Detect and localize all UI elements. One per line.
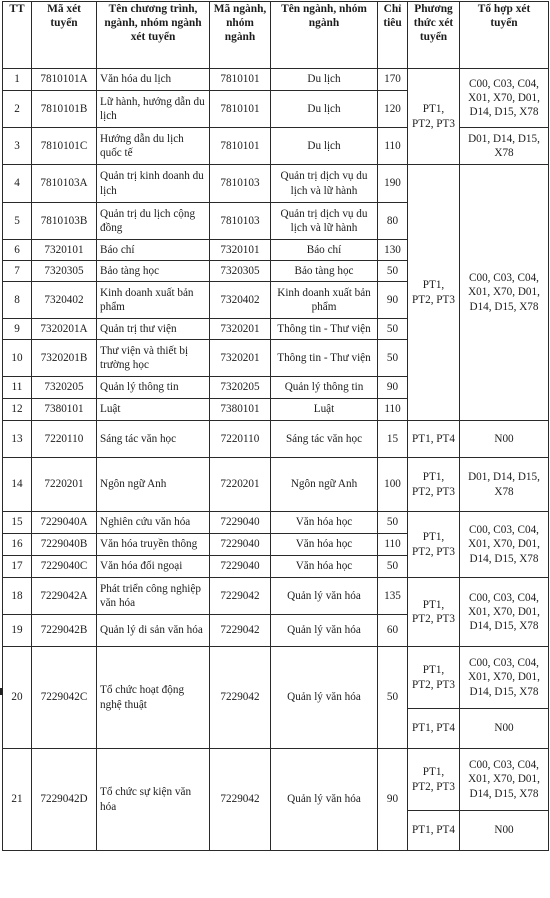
row-ma: 7220110	[32, 421, 97, 458]
row-ma-nganh: 7810101	[210, 69, 271, 91]
row-ma-nganh: 7810101	[210, 91, 271, 128]
row-ma: 7320205	[32, 377, 97, 399]
table-row	[3, 647, 549, 709]
row-nganh: Quản lý văn hóa	[271, 578, 378, 615]
row-tt: 13	[3, 421, 32, 458]
row-chi-tieu: 80	[378, 203, 408, 240]
row-chi-tieu: 110	[378, 128, 408, 165]
row-chi-tieu: 50	[378, 647, 408, 749]
table-row	[3, 512, 549, 534]
row-tt: 17	[3, 556, 32, 578]
row-tt: 18	[3, 578, 32, 615]
method-cell: PT1, PT2, PT3	[408, 578, 460, 647]
row-ma: 7220201	[32, 458, 97, 512]
row-tt: 21	[3, 749, 32, 851]
row-chi-tieu: 90	[378, 749, 408, 851]
row-tt: 6	[3, 240, 32, 261]
scan-edge-mark	[0, 688, 3, 695]
row-nganh: Thông tin - Thư viện	[271, 319, 378, 340]
row-nganh: Thông tin - Thư viện	[271, 340, 378, 377]
row-tt: 2	[3, 91, 32, 128]
row-ten: Báo chí	[97, 240, 210, 261]
row-ten: Quản lý di sản văn hóa	[97, 615, 210, 647]
row-tt: 12	[3, 399, 32, 421]
row-nganh: Quản trị dịch vụ du lịch và lữ hành	[271, 165, 378, 203]
row-ma: 7229040C	[32, 556, 97, 578]
row-ma: 7229042B	[32, 615, 97, 647]
row-ma: 7229042D	[32, 749, 97, 851]
admissions-table	[2, 1, 549, 851]
row-tt: 11	[3, 377, 32, 399]
method-cell: PT1, PT4	[408, 709, 460, 749]
row-chi-tieu: 60	[378, 615, 408, 647]
method-cell: PT1, PT4	[408, 811, 460, 851]
row-ten: Bảo tàng học	[97, 261, 210, 282]
row-tt: 10	[3, 340, 32, 377]
row-chi-tieu: 50	[378, 512, 408, 534]
row-chi-tieu: 130	[378, 240, 408, 261]
table-row	[3, 421, 549, 458]
row-ma: 7810101A	[32, 69, 97, 91]
row-ma-nganh: 7810103	[210, 203, 271, 240]
row-ma-nganh: 7810101	[210, 128, 271, 165]
row-nganh: Du lịch	[271, 128, 378, 165]
row-ten: Văn hóa truyền thông	[97, 534, 210, 556]
row-ten: Kinh doanh xuất bản phẩm	[97, 282, 210, 319]
row-ma-nganh: 7229040	[210, 512, 271, 534]
table-row	[3, 458, 549, 512]
row-ma-nganh: 7229042	[210, 615, 271, 647]
row-tt: 15	[3, 512, 32, 534]
row-ma-nganh: 7229040	[210, 534, 271, 556]
row-ten: Lữ hành, hướng dẫn du lịch	[97, 91, 210, 128]
method-cell: PT1, PT2, PT3	[408, 647, 460, 709]
row-ten: Văn hóa đối ngoại	[97, 556, 210, 578]
combo-cell: C00, C03, C04, X01, X70, D01, D14, D15, X78	[460, 749, 549, 811]
row-ma-nganh: 7810103	[210, 165, 271, 203]
row-chi-tieu: 15	[378, 421, 408, 458]
row-nganh: Quản lý văn hóa	[271, 615, 378, 647]
row-tt: 14	[3, 458, 32, 512]
table-row	[3, 69, 549, 91]
row-chi-tieu: 100	[378, 458, 408, 512]
row-nganh: Bảo tàng học	[271, 261, 378, 282]
method-cell: PT1, PT2, PT3	[408, 749, 460, 811]
method-cell: PT1, PT2, PT3	[408, 458, 460, 512]
row-nganh: Du lịch	[271, 69, 378, 91]
row-ma-nganh: 7320201	[210, 319, 271, 340]
row-nganh: Quản lý văn hóa	[271, 749, 378, 851]
row-chi-tieu: 50	[378, 340, 408, 377]
row-nganh: Văn hóa học	[271, 534, 378, 556]
row-ma-nganh: 7380101	[210, 399, 271, 421]
method-cell: PT1, PT2, PT3	[408, 69, 460, 165]
combo-cell: C00, C03, C04, X01, X70, D01, D14, D15, X78	[460, 647, 549, 709]
row-ma-nganh: 7320305	[210, 261, 271, 282]
row-nganh: Văn hóa học	[271, 556, 378, 578]
row-chi-tieu: 110	[378, 399, 408, 421]
row-tt: 4	[3, 165, 32, 203]
row-chi-tieu: 50	[378, 261, 408, 282]
row-chi-tieu: 50	[378, 556, 408, 578]
row-chi-tieu: 50	[378, 319, 408, 340]
combo-cell: C00, C03, C04, X01, X70, D01, D14, D15, X78	[460, 69, 549, 128]
combo-cell: N00	[460, 421, 549, 458]
row-ma-nganh: 7220110	[210, 421, 271, 458]
header-ten-chuong-trinh: Tên chương trình, ngành, nhóm ngành xét tuyển	[97, 2, 210, 69]
row-ma: 7320201B	[32, 340, 97, 377]
combo-cell: D01, D14, D15, X78	[460, 458, 549, 512]
method-cell: PT1, PT2, PT3	[408, 512, 460, 578]
row-ma: 7810101B	[32, 91, 97, 128]
row-nganh: Luật	[271, 399, 378, 421]
row-ten: Quản lý thông tin	[97, 377, 210, 399]
row-ma-nganh: 7320101	[210, 240, 271, 261]
row-ma: 7380101	[32, 399, 97, 421]
row-tt: 20	[3, 647, 32, 749]
row-ten: Thư viện và thiết bị trường học	[97, 340, 210, 377]
row-ma: 7320305	[32, 261, 97, 282]
row-nganh: Ngôn ngữ Anh	[271, 458, 378, 512]
row-chi-tieu: 110	[378, 534, 408, 556]
row-ma-nganh: 7229042	[210, 647, 271, 749]
row-ma-nganh: 7229042	[210, 749, 271, 851]
row-tt: 1	[3, 69, 32, 91]
row-ten: Tổ chức sự kiện văn hóa	[97, 749, 210, 851]
combo-cell: C00, C03, C04, X01, X70, D01, D14, D15, X78	[460, 165, 549, 421]
row-ten: Sáng tác văn học	[97, 421, 210, 458]
row-ten: Phát triển công nghiệp văn hóa	[97, 578, 210, 615]
row-ten: Quản trị kinh doanh du lịch	[97, 165, 210, 203]
combo-cell: N00	[460, 709, 549, 749]
row-ma-nganh: 7220201	[210, 458, 271, 512]
row-ten: Ngôn ngữ Anh	[97, 458, 210, 512]
row-ma: 7229042C	[32, 647, 97, 749]
combo-cell: N00	[460, 811, 549, 851]
row-chi-tieu: 135	[378, 578, 408, 615]
row-nganh: Quản lý thông tin	[271, 377, 378, 399]
row-ten: Quản trị thư viện	[97, 319, 210, 340]
row-ma-nganh: 7229040	[210, 556, 271, 578]
row-ten: Quản trị du lịch cộng đồng	[97, 203, 210, 240]
row-ma: 7229042A	[32, 578, 97, 615]
row-ma: 7320402	[32, 282, 97, 319]
row-chi-tieu: 190	[378, 165, 408, 203]
method-cell: PT1, PT4	[408, 421, 460, 458]
row-nganh: Kinh doanh xuất bản phẩm	[271, 282, 378, 319]
header-to-hop: Tổ hợp xét tuyển	[460, 2, 549, 69]
row-nganh: Quản lý văn hóa	[271, 647, 378, 749]
row-nganh: Du lịch	[271, 91, 378, 128]
row-nganh: Sáng tác văn học	[271, 421, 378, 458]
combo-cell: C00, C03, C04, X01, X70, D01, D14, D15, X78	[460, 578, 549, 647]
row-tt: 8	[3, 282, 32, 319]
header-phuong-thuc: Phương thức xét tuyển	[408, 2, 460, 69]
header-ten-nganh: Tên ngành, nhóm ngành	[271, 2, 378, 69]
header-tt: TT	[3, 2, 32, 69]
row-tt: 7	[3, 261, 32, 282]
row-ma: 7229040B	[32, 534, 97, 556]
row-tt: 19	[3, 615, 32, 647]
header-ma-xet-tuyen: Mã xét tuyển	[32, 2, 97, 69]
row-chi-tieu: 120	[378, 91, 408, 128]
header-row	[3, 2, 549, 69]
row-ma: 7229040A	[32, 512, 97, 534]
combo-cell: C00, C03, C04, X01, X70, D01, D14, D15, X78	[460, 512, 549, 578]
row-ten: Luật	[97, 399, 210, 421]
row-ma: 7810103A	[32, 165, 97, 203]
row-chi-tieu: 170	[378, 69, 408, 91]
row-nganh: Báo chí	[271, 240, 378, 261]
table-row	[3, 749, 549, 811]
method-cell: PT1, PT2, PT3	[408, 165, 460, 421]
row-ten: Văn hóa du lịch	[97, 69, 210, 91]
admissions-document	[2, 1, 549, 851]
row-nganh: Văn hóa học	[271, 512, 378, 534]
row-ma: 7320201A	[32, 319, 97, 340]
row-ma-nganh: 7320205	[210, 377, 271, 399]
table-row	[3, 128, 549, 165]
combo-cell: D01, D14, D15, X78	[460, 128, 549, 165]
row-tt: 3	[3, 128, 32, 165]
table-row	[3, 165, 549, 203]
row-ma-nganh: 7229042	[210, 578, 271, 615]
table-row	[3, 578, 549, 615]
header-chi-tieu: Chỉ tiêu	[378, 2, 408, 69]
row-ma-nganh: 7320201	[210, 340, 271, 377]
row-ten: Tổ chức hoạt động nghệ thuật	[97, 647, 210, 749]
row-tt: 9	[3, 319, 32, 340]
row-ma-nganh: 7320402	[210, 282, 271, 319]
row-chi-tieu: 90	[378, 377, 408, 399]
row-ma: 7810101C	[32, 128, 97, 165]
header-ma-nganh: Mã ngành, nhóm ngành	[210, 2, 271, 69]
row-ten: Nghiên cứu văn hóa	[97, 512, 210, 534]
row-chi-tieu: 90	[378, 282, 408, 319]
row-nganh: Quản trị dịch vụ du lịch và lữ hành	[271, 203, 378, 240]
row-ma: 7810103B	[32, 203, 97, 240]
row-ma: 7320101	[32, 240, 97, 261]
row-tt: 5	[3, 203, 32, 240]
row-ten: Hướng dẫn du lịch quốc tế	[97, 128, 210, 165]
row-tt: 16	[3, 534, 32, 556]
